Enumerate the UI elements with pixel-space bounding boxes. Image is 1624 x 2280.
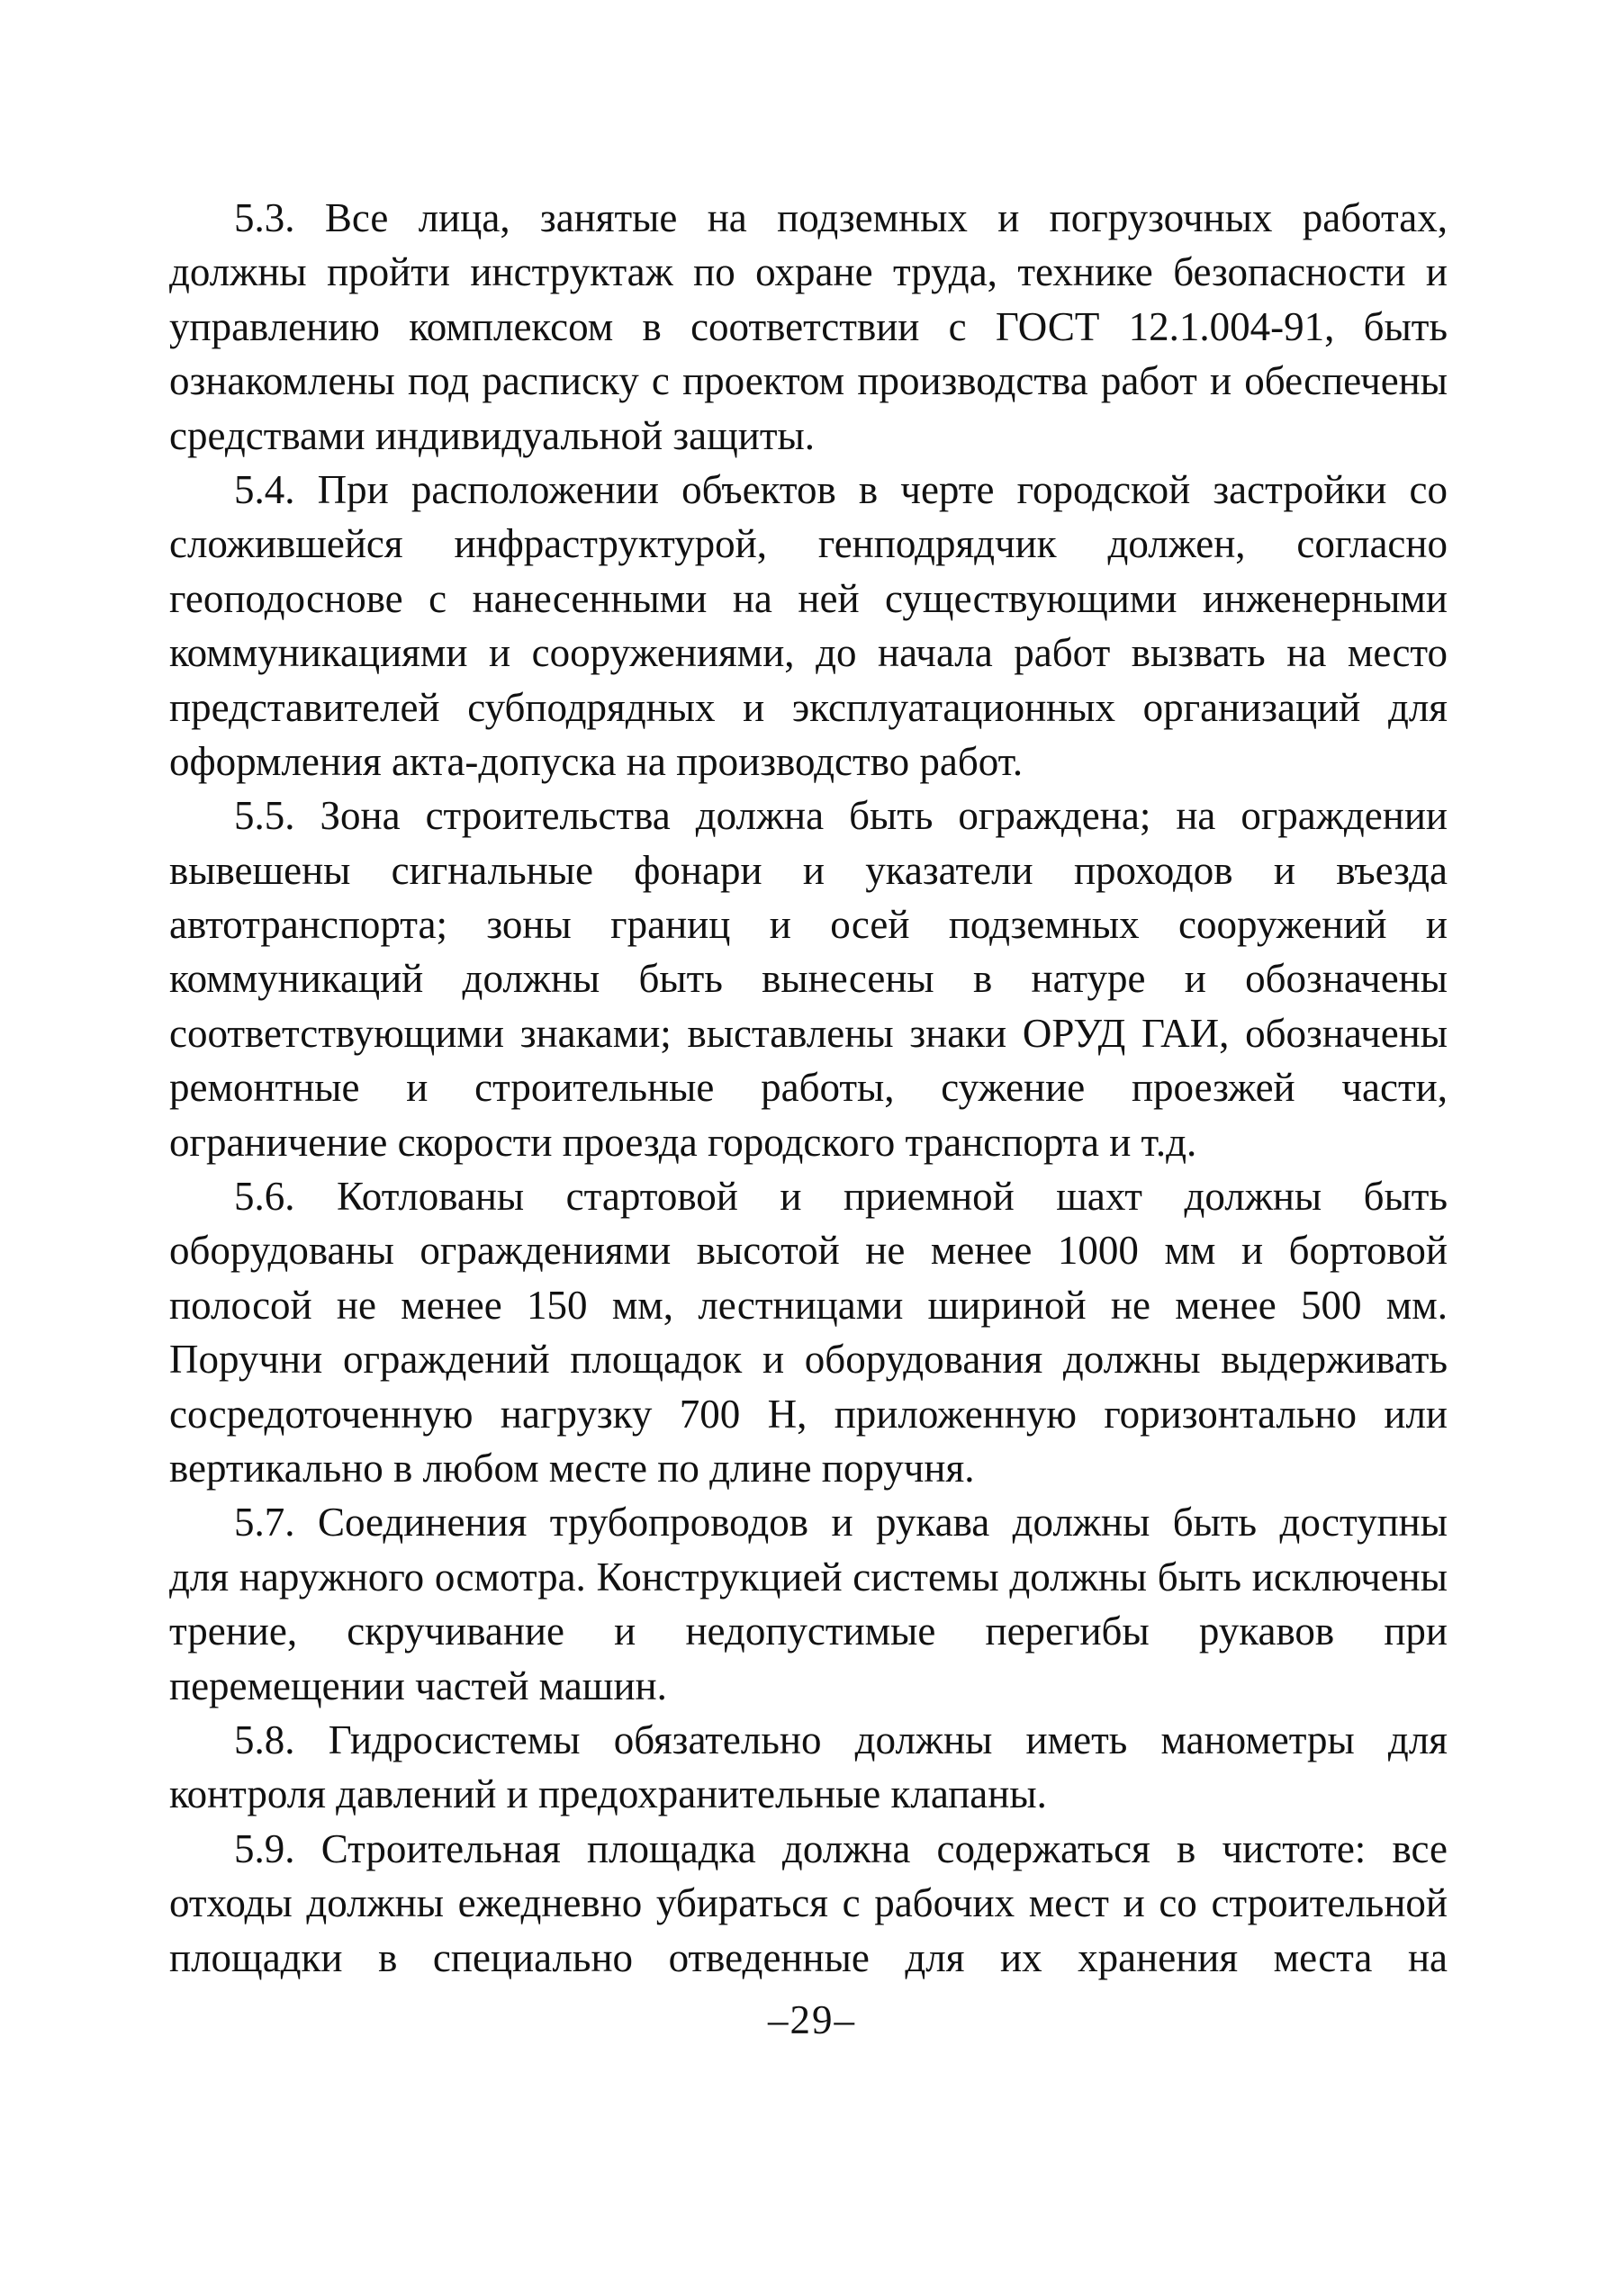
text-line: отходы должны ежедневно убираться с рабочих мест и со строительной <box>169 1880 1448 1926</box>
text-line: 5.4. При расположении объектов в черте городской застройки со <box>234 466 1448 512</box>
text-line: полосой не менее 150 мм, лестницами шириной не менее 500 мм. <box>169 1282 1448 1328</box>
text-line: коммуникаций должны быть вынесены в натуре и обозначены <box>169 956 1448 1002</box>
text-line: перемещении частей машин. <box>169 1663 667 1708</box>
text-line: сложившейся инфраструктурой, генподрядчик должен, согласно <box>169 521 1448 567</box>
text-line: оборудованы ограждениями высотой не менее 1000 мм и бортовой <box>169 1228 1448 1274</box>
text-line: контроля давлений и предохранительные клапаны. <box>169 1771 1047 1817</box>
text-line: площадки в специально отведенные для их хранения места на <box>169 1934 1448 1980</box>
text-line: ограничение скорости проезда городского транспорта и т.д. <box>169 1119 1197 1165</box>
text-line: 5.7. Соединения трубопроводов и рукава должны быть доступны <box>234 1500 1448 1546</box>
paragraph-5-5 <box>169 789 1448 1169</box>
paragraph-5-6 <box>169 1169 1448 1495</box>
paragraph-5-3 <box>169 191 1448 463</box>
page-number: –29– <box>768 1997 856 2042</box>
text-line: сосредоточенную нагрузку 700 Н, приложенную горизонтально или <box>169 1391 1448 1437</box>
text-line: вывешены сигнальные фонари и указатели проходов и въезда <box>169 847 1448 893</box>
body-text <box>169 191 1448 1985</box>
text-line: соответствующими знаками; выставлены знаки ОРУД ГАИ, обозначены <box>169 1010 1448 1056</box>
text-line: коммуникациями и сооружениями, до начала работ вызвать на место <box>169 630 1448 676</box>
paragraph-5-9 <box>169 1822 1448 1985</box>
text-line: 5.6. Котлованы стартовой и приемной шахт должны быть <box>234 1174 1448 1220</box>
text-line: автотранспорта; зоны границ и осей подземных сооружений и <box>169 902 1448 948</box>
text-line: управлению комплексом в соответствии с ГОСТ 12.1.004-91, быть <box>169 303 1448 349</box>
text-line: представителей субподрядных и эксплуатационных организаций для <box>169 684 1448 730</box>
text-line: 5.5. Зона строительства должна быть ограждена; на ограждении <box>234 793 1448 839</box>
paragraph-5-8 <box>169 1713 1448 1822</box>
text-line: геоподоснове с нанесенными на ней существующими инженерными <box>169 575 1448 621</box>
paragraph-5-7 <box>169 1495 1448 1713</box>
text-line: Поручни ограждений площадок и оборудования должны выдерживать <box>169 1337 1448 1383</box>
text-line: 5.8. Гидросистемы обязательно должны иметь манометры для <box>234 1717 1448 1762</box>
text-line: 5.3. Все лица, занятые на подземных и погрузочных работах, <box>234 195 1448 240</box>
text-line: ремонтные и строительные работы, сужение проезжей части, <box>169 1065 1448 1111</box>
text-line: трение, скручивание и недопустимые перегибы рукавов при <box>169 1609 1448 1654</box>
paragraph-5-4 <box>169 463 1448 789</box>
text-line: оформления акта-допуска на производство работ. <box>169 738 1024 784</box>
text-line: для наружного осмотра. Конструкцией системы должны быть исключены <box>169 1554 1448 1600</box>
text-line: должны пройти инструктаж по охране труда, технике безопасности и <box>169 249 1448 295</box>
text-line: ознакомлены под расписку с проектом производства работ и обеспечены <box>169 358 1448 404</box>
text-line: вертикально в любом месте по длине поручня. <box>169 1445 975 1491</box>
text-line: 5.9. Строительная площадка должна содержаться в чистоте: все <box>234 1825 1448 1871</box>
text-line: средствами индивидуальной защиты. <box>169 412 815 458</box>
